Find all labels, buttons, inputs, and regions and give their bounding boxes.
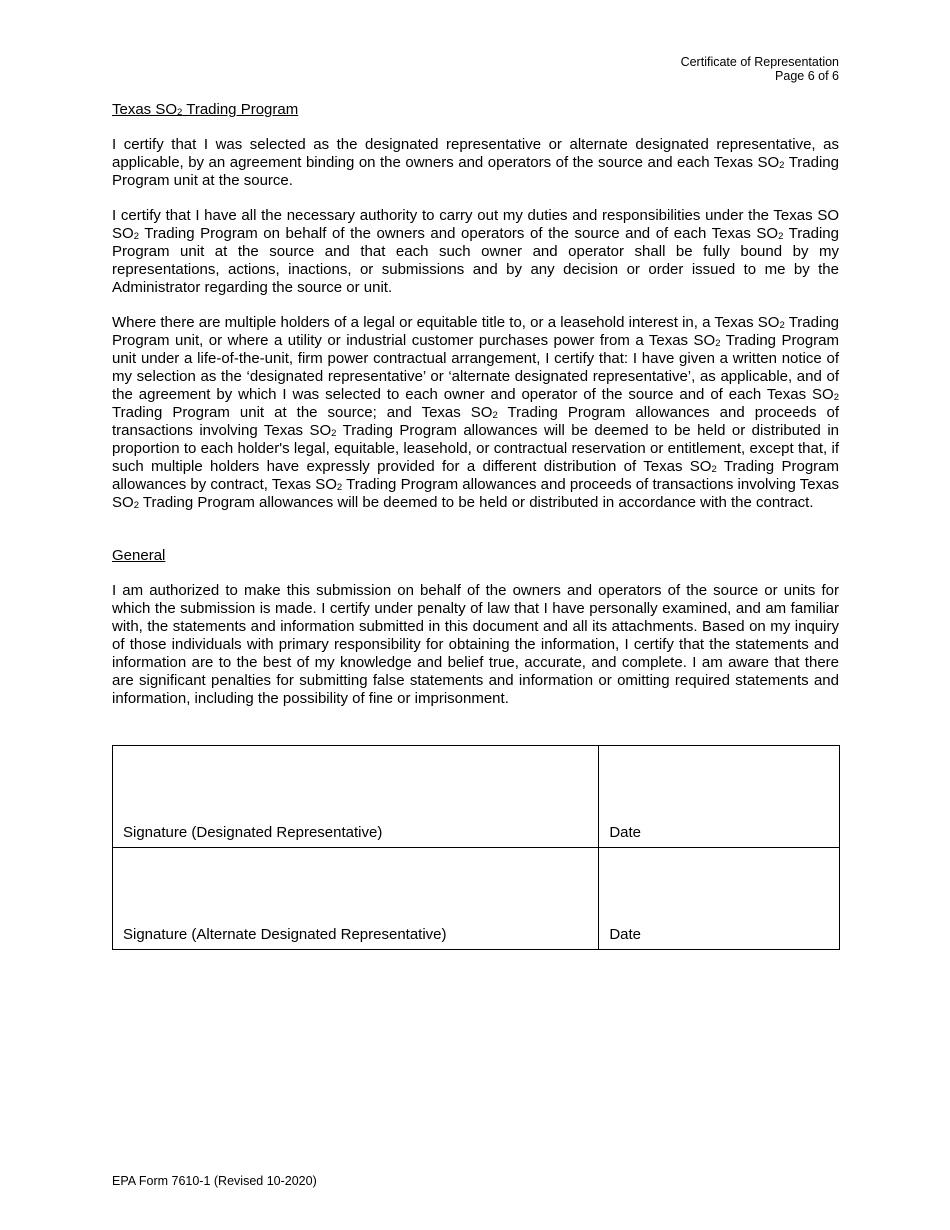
- text-run: Trading Program unit at the source.: [112, 154, 839, 189]
- date-label: Date: [609, 824, 642, 841]
- form-footer: EPA Form 7610-1 (Revised 10-2020): [112, 1174, 317, 1188]
- date-field-designated-representative[interactable]: [599, 746, 840, 848]
- signature-label: Signature (Alternate Designated Representative): [123, 926, 447, 943]
- signature-label: Signature (Designated Representative): [123, 824, 383, 841]
- page-number: Page 6 of 6: [775, 69, 839, 83]
- signature-row-alternate: [113, 848, 840, 950]
- subscript: 2: [492, 410, 498, 421]
- texas-paragraph-2: I certify that I have all the necessary authority to carry out my duties and responsibilities under the Texas SO $SO_2$ Trading Program on behalf of the owners and operators of the source and of each Texas $SO_2$ Trading Program unit at the source and that each such owner and operator shall be fully bound by my representations, actions, inactions, or submissions and by any decision or order issued to me by the Administrator regarding the source or unit.: [112, 207, 839, 296]
- signature-field-alternate-representative[interactable]: [113, 848, 599, 950]
- text-run: I certify that I was selected as the designated representative or alternate designated representative, as applicable, by an agreement binding on the owners and operators of the source and each Texas SO: [112, 136, 839, 171]
- text-run: I certify that I have all the necessary authority to carry out my duties and responsibilities under the Texas SO: [112, 207, 839, 224]
- document-body: [112, 101, 839, 725]
- text-run: Trading Program on behalf of the owners and operators of the source and of each Texas SO: [138, 225, 779, 242]
- text-run: Trading Program unit under a life-of-the-unit, firm power contractual arrangement, I certify that: I have given a written notice of my selection as the ‘designated representative’ or ‘alternate designated representative’, as applicable, and of the agreement by which I was selected to each owner and operator of the source and of each Texas SO: [112, 332, 839, 403]
- subscript: 2: [779, 320, 785, 331]
- subscript: 2: [177, 107, 183, 118]
- subscript: 2: [133, 500, 139, 511]
- signature-table: [112, 745, 840, 950]
- date-label: Date: [609, 926, 642, 943]
- signature-field-designated-representative[interactable]: [113, 746, 599, 848]
- text-run: Trading Program allowances and proceeds of transactions involving Texas SO: [112, 404, 839, 439]
- subscript: 2: [779, 160, 785, 171]
- text-run: Trading Program unit at the source and that each such owner and operator shall be fully bound by my representations, actions, inactions, or submissions and by any decision or order issued to me by the Administrator regarding the source or unit.: [112, 225, 839, 296]
- subscript: 2: [331, 428, 337, 439]
- subscript: 2: [715, 338, 721, 349]
- text-run: Trading Program allowances and proceeds of transactions involving Texas SO: [112, 476, 839, 511]
- section-heading-general: General: [112, 547, 166, 564]
- signature-row-designated: [113, 746, 840, 848]
- subscript: 2: [133, 231, 139, 242]
- subscript: 2: [711, 464, 717, 475]
- subscript: 2: [336, 482, 343, 493]
- document-title: Certificate of Representation: [680, 55, 839, 69]
- texas-paragraph-1: [112, 136, 839, 190]
- heading-text: Texas SO: [112, 101, 178, 118]
- page-header: [681, 55, 839, 83]
- general-paragraph: I am authorized to make this submission on behalf of the owners and operators of the source or units for which the submission is made. I certify under penalty of law that I have personally examined, and am familiar with, the statements and information submitted in this document and all its attachments. Based on my inquiry of those individuals with primary responsibility for obtaining the information, I certify that the statements and information are to the best of my knowledge and belief true, accurate, and complete. I am aware that there are significant penalties for submitting false statements and information or omitting required statements and information, including the possibility of fine or imprisonment.: [112, 582, 839, 707]
- text-run: Trading Program allowances will be deemed to be held or distributed in proportion to each holder's legal, equitable, leasehold, or contractual reservation or entitlement, except that, if such multiple holders have expressly provided for a different distribution of Texas SO: [112, 422, 839, 475]
- subscript: 2: [778, 231, 784, 242]
- text-run: Trading Program allowances by contract, Texas SO: [112, 458, 839, 493]
- text-run: Trading Program unit at the source; and Texas SO: [112, 404, 493, 421]
- text-run: Where there are multiple holders of a legal or equitable title to, or a leasehold interest in, a Texas SO: [112, 314, 780, 331]
- heading-text: Trading Program: [182, 101, 299, 118]
- text-run: Trading Program allowances will be deemed to be held or distributed in accordance with the contract.: [138, 494, 814, 511]
- subscript: 2: [833, 392, 839, 403]
- texas-paragraph-3: [112, 314, 839, 512]
- date-field-alternate-representative[interactable]: [599, 848, 840, 950]
- text-run: Trading Program unit, or where a utility or industrial customer purchases power from a Texas SO: [112, 314, 840, 349]
- section-heading-texas-so2: [112, 101, 839, 119]
